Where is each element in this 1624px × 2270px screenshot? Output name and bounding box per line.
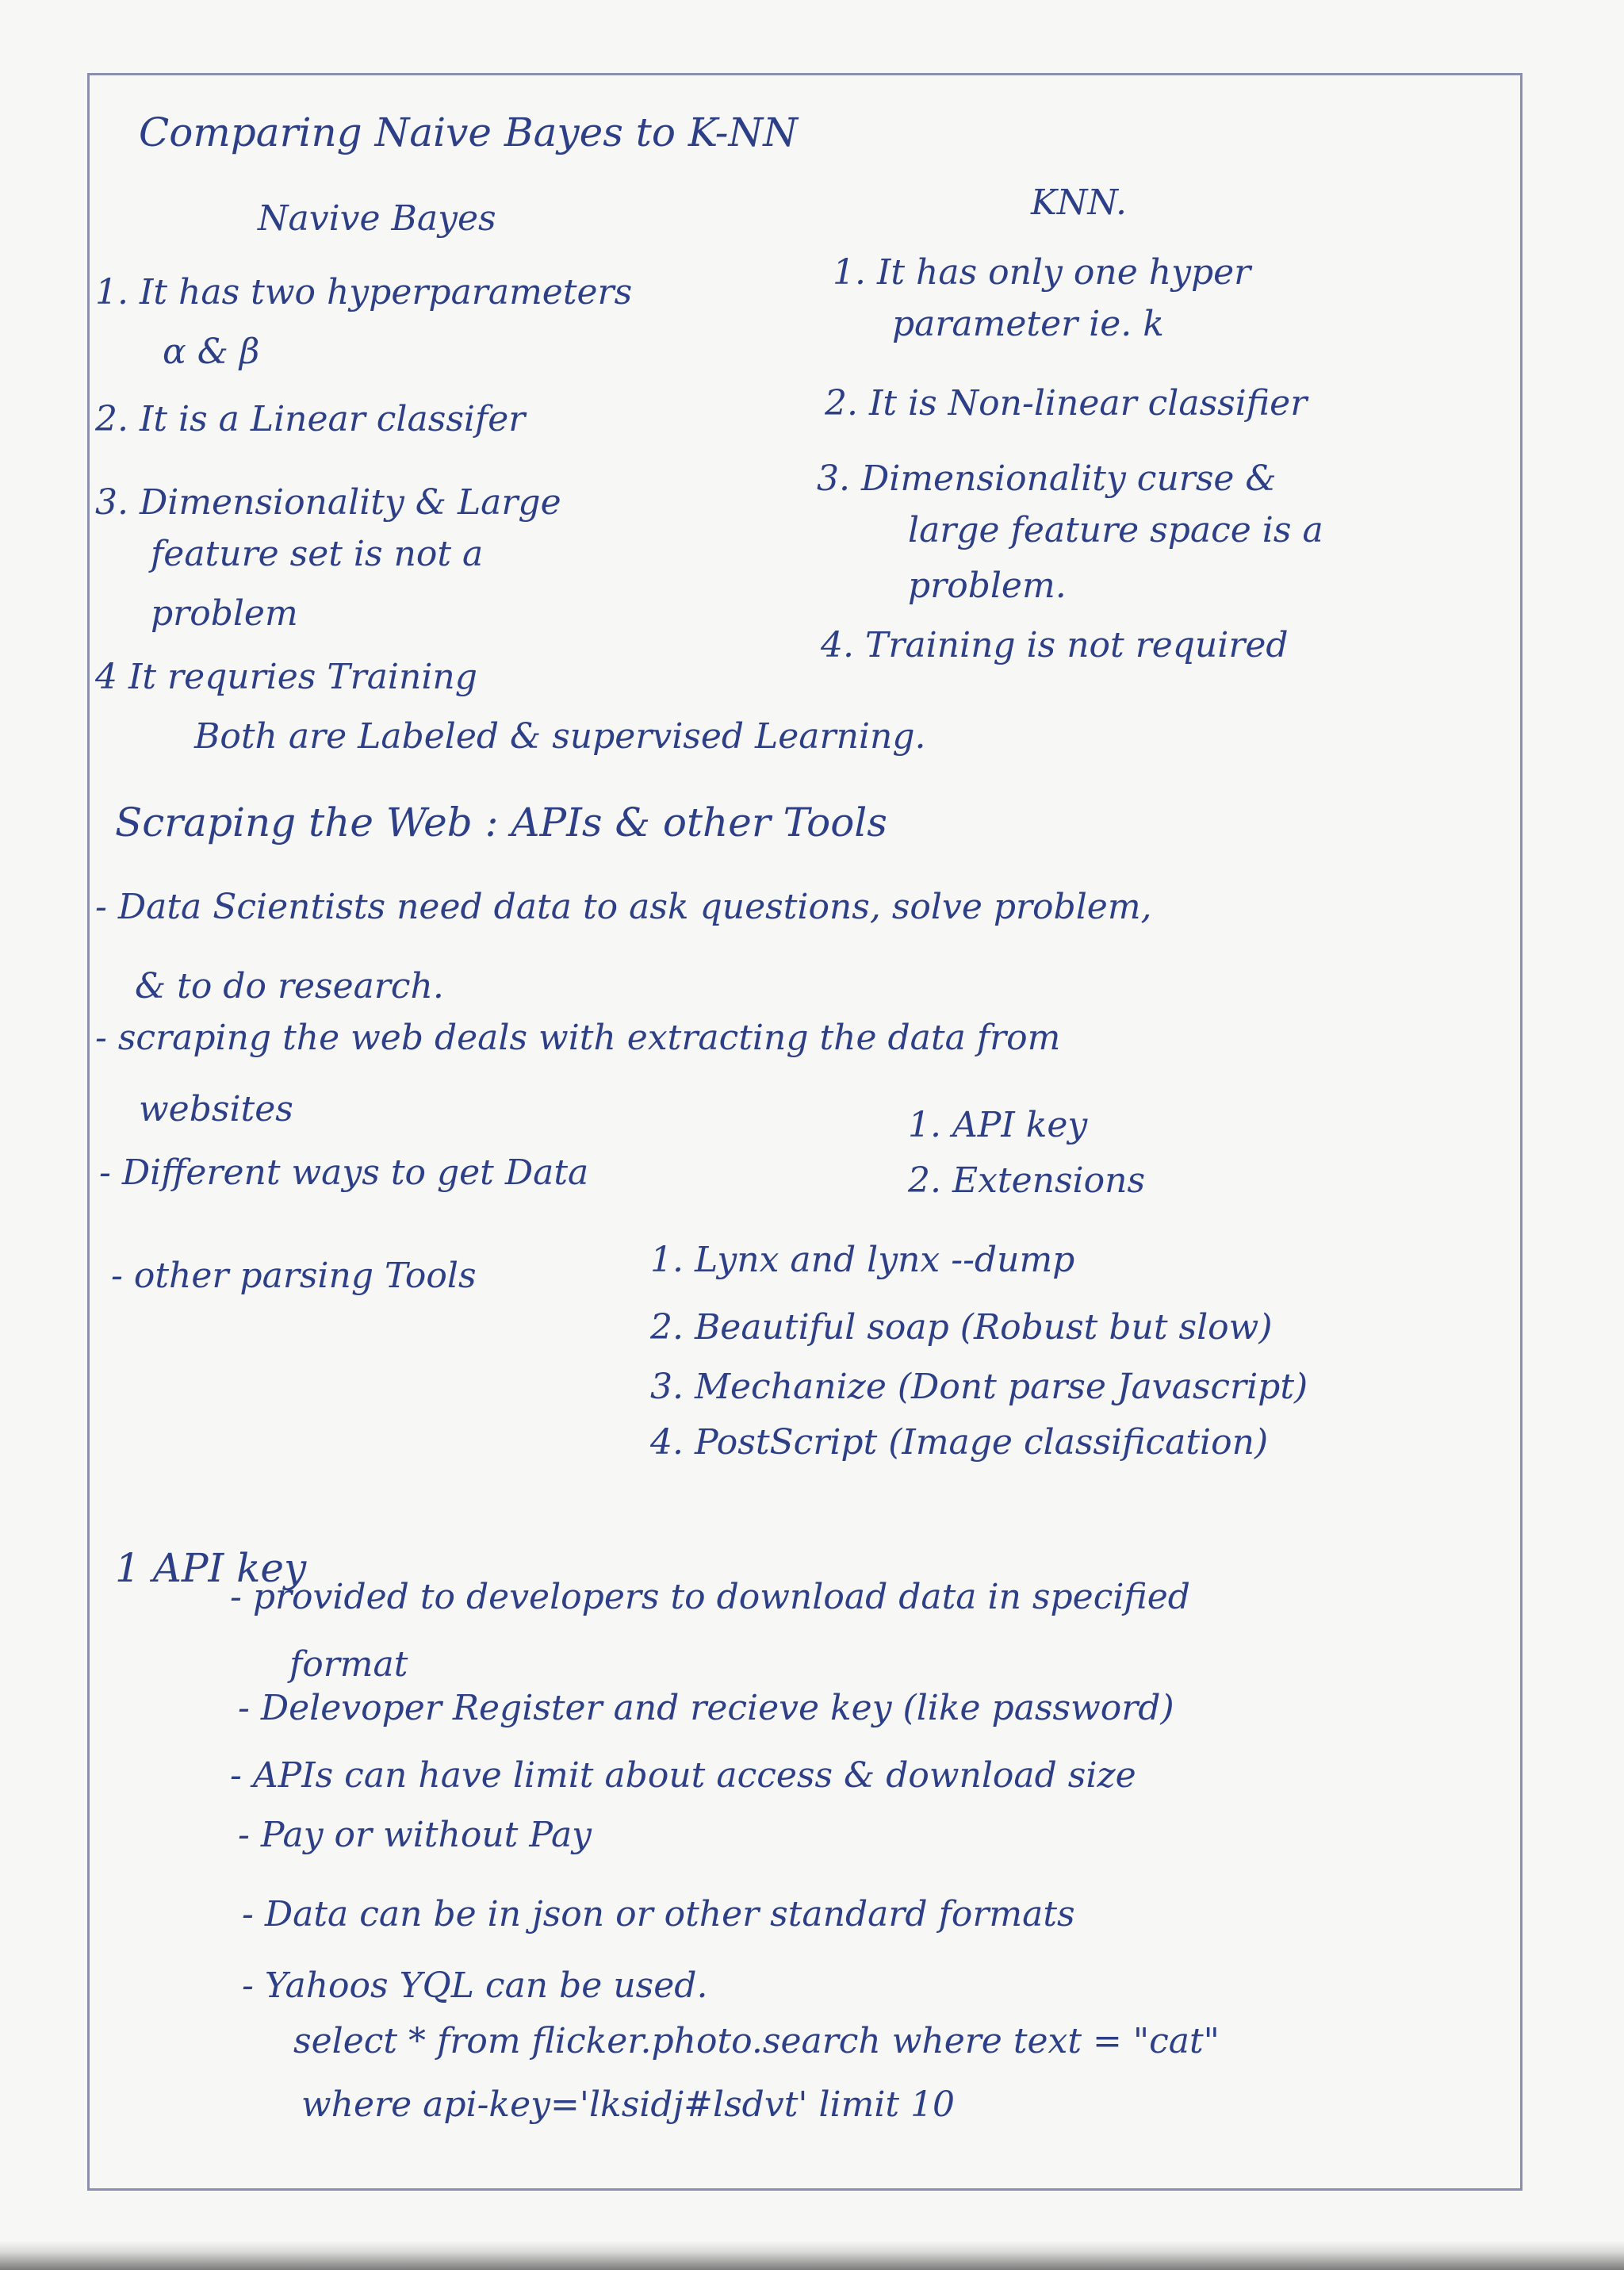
nb-point-3-cont-2: problem [151,593,298,634]
section-scraping-title: Scraping the Web : APIs & other Tools [115,799,887,845]
s3-line-9: where api-key='lksidj#lsdvt' limit 10 [301,2084,956,2125]
s3-line-1: - provided to developers to download data in specified [230,1577,1190,1617]
s3-line-5: - Pay or without Pay [238,1815,592,1855]
nb-point-1: 1. It has two hyperparameters [95,272,633,313]
s2-line-5: - Different ways to get Data [99,1152,589,1193]
nb-point-4: 4 It requries Training [95,657,477,697]
both-line: Both are Labeled & supervised Learning. [194,716,926,757]
s2-line-5-opt-1: 1. API key [908,1105,1088,1145]
knn-point-3-cont-1: large feature space is a [908,510,1323,550]
page-title: Comparing Naive Bayes to K-NN [139,109,799,155]
page-border [87,73,1522,2191]
scan-bottom-edge [0,2241,1624,2270]
s3-line-6: - Data can be in json or other standard formats [242,1894,1075,1934]
s3-line-8: select * from flicker.photo.search where text = "cat" [293,2021,1220,2061]
nb-point-3: 3. Dimensionality & Large [95,482,561,523]
s2-line-5-opt-2: 2. Extensions [908,1160,1146,1201]
naive-bayes-header: Navive Bayes [258,198,496,239]
s3-line-2: format [289,1644,408,1685]
knn-point-4: 4. Training is not required [821,625,1289,665]
knn-point-1: 1. It has only one hyper [833,252,1251,293]
s2-line-6: - other parsing Tools [111,1256,477,1296]
s2-tool-1: 1. Lynx and lynx --dump [650,1240,1075,1280]
knn-header: KNN. [1031,182,1128,223]
s2-tool-2: 2. Beautiful soap (Robust but slow) [650,1307,1273,1348]
section-api-key-title: 1 API key [115,1545,307,1591]
knn-point-1-cont: parameter ie. k [892,304,1164,344]
s2-line-4: websites [139,1089,293,1129]
s3-line-4: - APIs can have limit about access & download size [230,1755,1136,1796]
nb-point-3-cont-1: feature set is not a [151,534,484,574]
knn-point-3: 3. Dimensionality curse & [817,458,1277,499]
s2-line-2: & to do research. [135,966,444,1007]
nb-point-2: 2. It is a Linear classifer [95,399,526,439]
s3-line-3: - Delevoper Register and recieve key (like password) [238,1688,1174,1728]
s2-tool-4: 4. PostScript (Image classification) [650,1422,1269,1463]
s2-tool-3: 3. Mechanize (Dont parse Javascript) [650,1367,1308,1407]
s3-line-7: - Yahoos YQL can be used. [242,1965,708,2006]
nb-point-1-cont: α & β [163,332,260,372]
s2-line-3: - scraping the web deals with extracting the data from [95,1018,1061,1058]
knn-point-3-cont-2: problem. [908,566,1067,606]
knn-point-2: 2. It is Non-linear classifier [825,383,1308,424]
s2-line-1: - Data Scientists need data to ask questions, solve problem, [95,887,1152,927]
